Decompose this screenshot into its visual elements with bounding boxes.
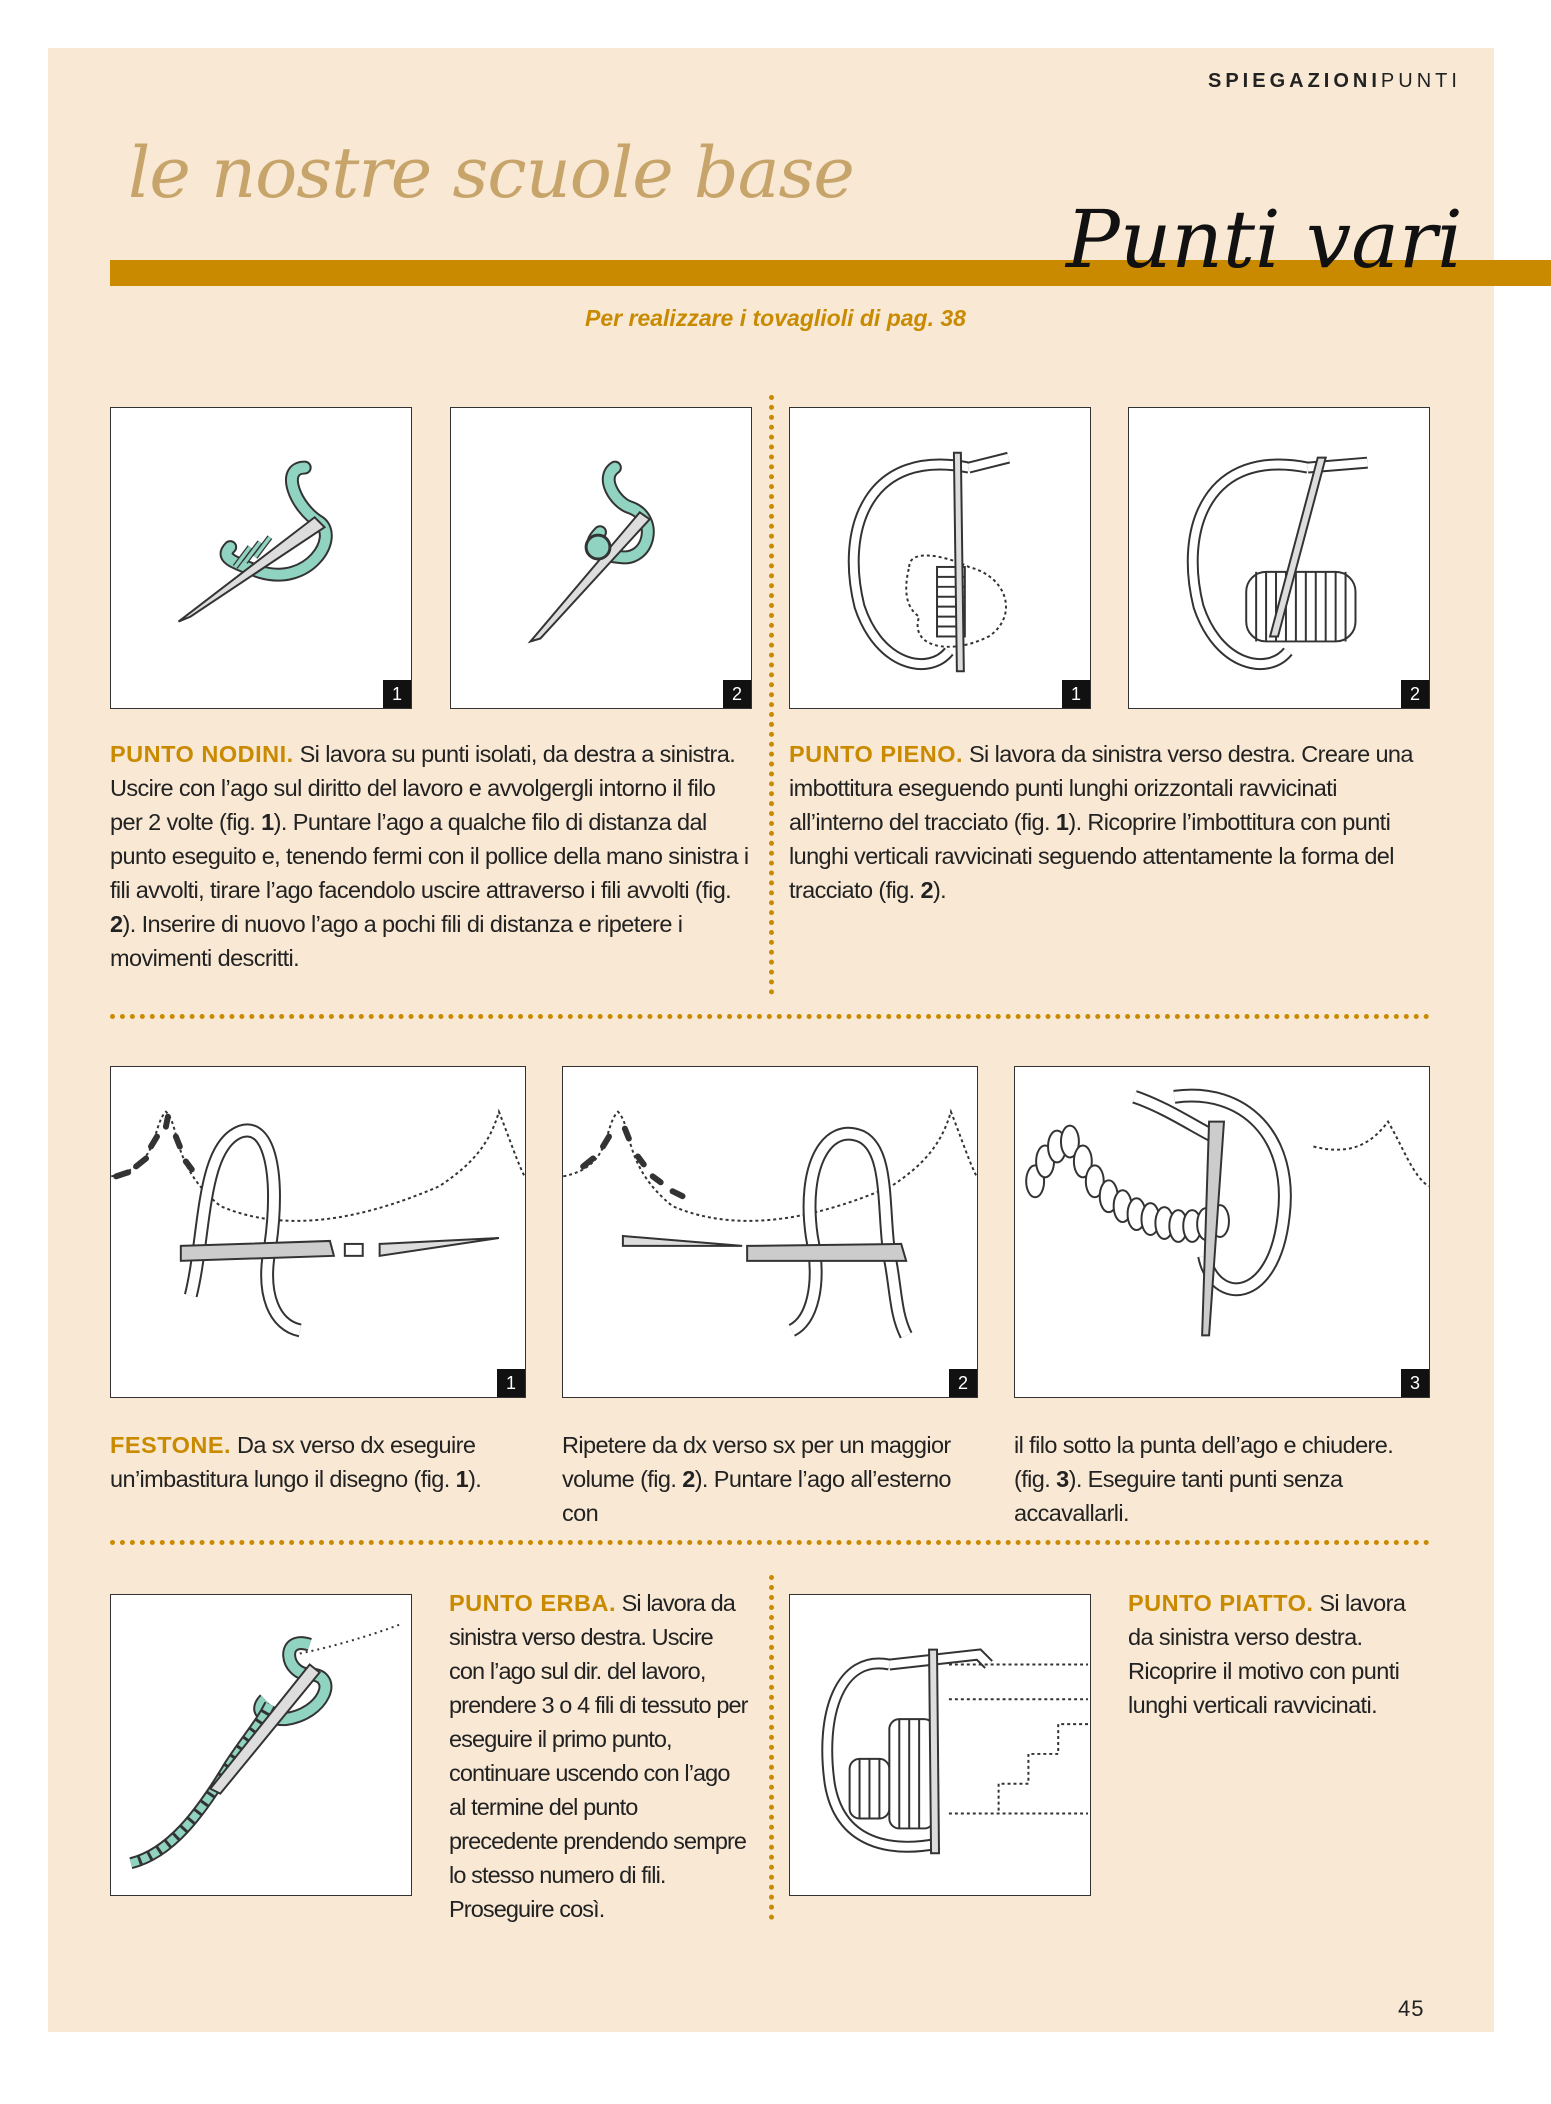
- figure-number: 2: [1401, 680, 1429, 708]
- figure-festone-3: [1014, 1066, 1430, 1398]
- figure-number: 2: [949, 1369, 977, 1397]
- figure-erba: [110, 1594, 412, 1896]
- figure-number: 1: [497, 1369, 525, 1397]
- festone-step1-illustration: [111, 1067, 525, 1397]
- piatto-heading: PUNTO PIATTO.: [1128, 1590, 1314, 1616]
- pieno-step2-illustration: [1129, 408, 1429, 708]
- figure-number: 3: [1401, 1369, 1429, 1397]
- festone-step2-illustration: [563, 1067, 977, 1397]
- pieno-step1-illustration: [790, 408, 1090, 708]
- erba-illustration: [111, 1595, 411, 1895]
- nodini-heading: PUNTO NODINI.: [110, 741, 294, 767]
- piatto-description: PUNTO PIATTO. Si lavora da sinistra verso destra. Ricoprire il motivo con punti lunghi verticali ravvicinati.: [1128, 1590, 1406, 1718]
- figure-number: 2: [723, 680, 751, 708]
- festone-heading: FESTONE.: [110, 1432, 232, 1458]
- figure-number: 1: [383, 680, 411, 708]
- nodini-description: PUNTO NODINI. Si lavora su punti isolati, da destra a sinistra. Uscire con l’ago sul diritto del lavoro e avvolgergli intorno il filo per 2 volte (fig. 1). Puntare l’ago a qualche filo di distanza dal punto eseguito e, tenendo fermi con il pollice della mano sinistra i fili avvolti, tirare l’ago facendolo uscire attraverso i fili avvolti (fig. 2). Inserire di nuovo l’ago a pochi fili di distanza e ripetere i movimenti descritti.: [110, 741, 749, 971]
- section-title: Punti vari: [1066, 193, 1463, 286]
- erba-heading: PUNTO ERBA.: [449, 1590, 616, 1616]
- figure-pieno-2: [1128, 407, 1430, 709]
- figure-number: 1: [1062, 680, 1090, 708]
- figure-festone-1: [110, 1066, 526, 1398]
- nodini-step2-illustration: [451, 408, 751, 708]
- section-header-label: SPIEGAZIONIPUNTI: [1208, 70, 1461, 92]
- festone-description-col2: Ripetere da dx verso sx per un maggior volume (fig. 2). Puntare l’ago all’esterno con: [562, 1432, 951, 1526]
- subtitle: Per realizzare i tovaglioli di pag. 38: [585, 305, 966, 331]
- figure-nodini-2: [450, 407, 752, 709]
- column-divider: [769, 1575, 774, 1920]
- page-number: 45: [1398, 1996, 1425, 2021]
- pieno-heading: PUNTO PIENO.: [789, 741, 964, 767]
- festone-step3-illustration: [1015, 1067, 1429, 1397]
- pieno-description: PUNTO PIENO. Si lavora da sinistra verso destra. Creare una imbottitura eseguendo punti lunghi orizzontali ravvicinati all’interno del tracciato (fig. 1). Ricoprire l’imbottitura con punti lunghi verticali ravvicinati seguendo attentamente la forma del tracciato (fig. 2).: [789, 741, 1413, 903]
- erba-description: PUNTO ERBA. Si lavora da sinistra verso destra. Uscire con l’ago sul dir. del lavoro, prendere 3 o 4 fili di tessuto per eseguire il primo punto, continuare uscendo con l’ago al termine del punto precedente prendendo sempre lo stesso numero di fili. Proseguire così.: [449, 1590, 748, 1922]
- column-divider: [769, 395, 774, 995]
- figure-nodini-1: [110, 407, 412, 709]
- figure-piatto: [789, 1594, 1091, 1896]
- school-title: le nostre scuole base: [128, 132, 854, 214]
- figure-pieno-1: [789, 407, 1091, 709]
- figure-festone-2: [562, 1066, 978, 1398]
- piatto-illustration: [790, 1595, 1090, 1895]
- festone-description: FESTONE. Da sx verso dx eseguire un’imbastitura lungo il disegno (fig. 1).: [110, 1432, 482, 1492]
- row-divider: [110, 1540, 1430, 1545]
- festone-description-col3: il filo sotto la punta dell’ago e chiudere. (fig. 3). Eseguire tanti punti senza accavallarli.: [1014, 1432, 1394, 1526]
- nodini-step1-illustration: [111, 408, 411, 708]
- row-divider: [110, 1014, 1430, 1019]
